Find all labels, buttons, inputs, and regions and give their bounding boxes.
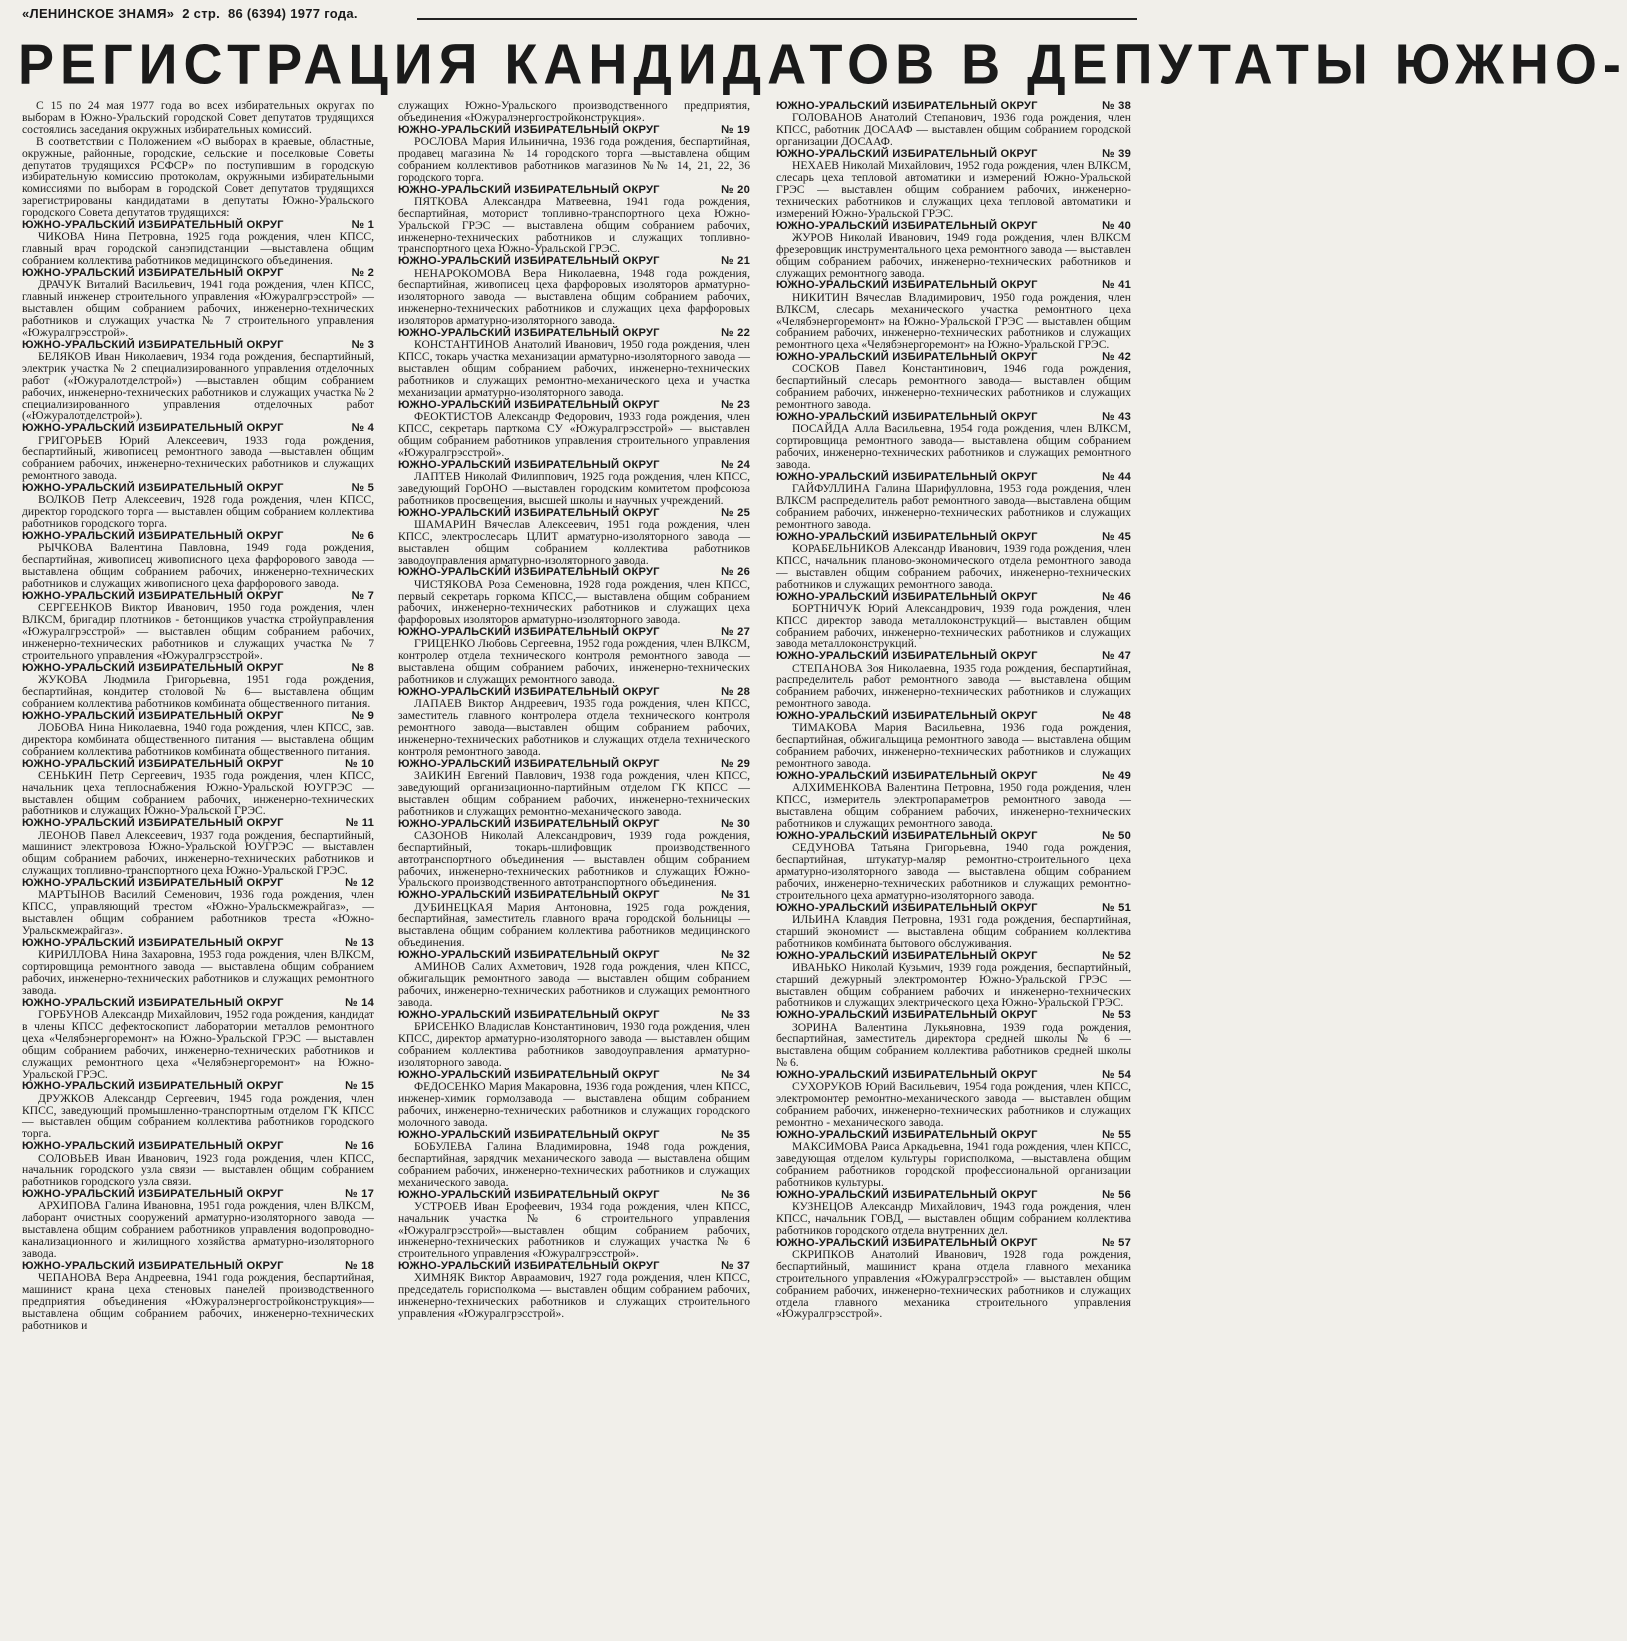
district-label: ЮЖНО-УРАЛЬСКИЙ ИЗБИРАТЕЛЬНЫЙ ОКРУГ xyxy=(398,1188,660,1201)
district-number: № 44 xyxy=(1102,470,1131,483)
district-number: № 11 xyxy=(345,817,374,830)
district-label: ЮЖНО-УРАЛЬСКИЙ ИЗБИРАТЕЛЬНЫЙ ОКРУГ xyxy=(776,1128,1038,1141)
candidate-entry xyxy=(398,1069,750,1129)
candidate-text: СОЛОВЬЕВ Иван Иванович, 1923 года рождения, член КПСС, начальник городского узла связи — выставлен общим собранием работников городского узла связи. xyxy=(22,1151,374,1189)
candidate-entry xyxy=(776,830,1131,902)
candidate-entry xyxy=(398,327,750,399)
district-number: № 26 xyxy=(721,566,750,579)
candidate-entry xyxy=(398,399,750,459)
candidate-entry xyxy=(776,1009,1131,1069)
district-label: ЮЖНО-УРАЛЬСКИЙ ИЗБИРАТЕЛЬНЫЙ ОКРУГ xyxy=(776,147,1038,160)
candidate-text: ЧЕПАНОВА Вера Андреевна, 1941 года рождения, беспартийная, машинист крана цеха стеновых панелей производственного предприятия объединения «Южуралэнергостройконструкция»—выставлена общим собранием рабочих, инженерно-технических работников и xyxy=(22,1271,374,1332)
candidate-text: ФЕОКТИСТОВ Александр Федорович, 1933 года рождения, член КПСС, секретарь парткома СУ «Южуралгрэсстрой» — выставлен общим собранием работников управления строительного управления «Южуралгрэсстрой». xyxy=(398,410,750,459)
district-number: № 47 xyxy=(1102,650,1131,663)
district-label: ЮЖНО-УРАЛЬСКИЙ ИЗБИРАТЕЛЬНЫЙ ОКРУГ xyxy=(776,650,1038,663)
district-heading xyxy=(22,1140,374,1152)
issue-number: 86 (6394) 1977 года. xyxy=(227,6,358,21)
district-label: ЮЖНО-УРАЛЬСКИЙ ИЗБИРАТЕЛЬНЫЙ ОКРУГ xyxy=(398,123,660,136)
masthead xyxy=(22,6,1137,28)
district-label: ЮЖНО-УРАЛЬСКИЙ ИЗБИРАТЕЛЬНЫЙ ОКРУГ xyxy=(776,710,1038,723)
candidate-text: ВОЛКОВ Петр Алексеевич, 1928 года рождения, член КПСС, директор городского торга — выставлен общим собранием коллектива работников городского торга. xyxy=(22,493,374,531)
candidate-text: СЕНЬКИН Петр Сергеевич, 1935 года рождения, член КПСС, начальник цеха теплоснабжения Южно-Уральской ЮУГРЭС — выставлен общим собранием рабочих, инженерно-технических работников и служащих Южно-Уральской ГРЭС. xyxy=(22,768,374,818)
district-number: № 25 xyxy=(721,506,750,519)
district-heading xyxy=(22,710,374,722)
district-label: ЮЖНО-УРАЛЬСКИЙ ИЗБИРАТЕЛЬНЫЙ ОКРУГ xyxy=(398,1009,660,1022)
district-heading xyxy=(398,818,750,830)
candidate-entry xyxy=(22,710,374,758)
district-heading xyxy=(776,1009,1131,1021)
candidate-text: ЛАПАЕВ Виктор Андреевич, 1935 года рождения, член КПСС, заместитель главного контролера отдела технического контроля ремонтного завода—выставлен общим собранием рабочих, инженерно-технических работников и служащих отдела технического контроля ремонтного завода. xyxy=(398,697,750,758)
district-label: ЮЖНО-УРАЛЬСКИЙ ИЗБИРАТЕЛЬНЫЙ ОКРУГ xyxy=(776,100,1038,112)
district-number: № 45 xyxy=(1102,530,1131,543)
candidate-entry xyxy=(776,471,1131,531)
district-label: ЮЖНО-УРАЛЬСКИЙ ИЗБИРАТЕЛЬНЫЙ ОКРУГ xyxy=(398,1068,660,1081)
district-number: № 10 xyxy=(345,757,374,770)
district-number: № 52 xyxy=(1102,949,1131,962)
candidate-entry xyxy=(398,686,750,758)
district-label: ЮЖНО-УРАЛЬСКИЙ ИЗБИРАТЕЛЬНЫЙ ОКРУГ xyxy=(398,1260,660,1273)
district-label: ЮЖНО-УРАЛЬСКИЙ ИЗБИРАТЕЛЬНЫЙ ОКРУГ xyxy=(776,470,1038,483)
district-label: ЮЖНО-УРАЛЬСКИЙ ИЗБИРАТЕЛЬНЫЙ ОКРУГ xyxy=(398,327,660,340)
candidate-text: КУЗНЕЦОВ Александр Михайлович, 1943 года рождения, член КПСС, начальник ГОВД, — выставлен общим собранием коллектива работников городского отдела внутренних дел. xyxy=(776,1200,1131,1237)
district-number: № 31 xyxy=(721,889,750,902)
district-label: ЮЖНО-УРАЛЬСКИЙ ИЗБИРАТЕЛЬНЫЙ ОКРУГ xyxy=(22,817,284,830)
district-number: № 3 xyxy=(351,338,374,351)
district-label: ЮЖНО-УРАЛЬСКИЙ ИЗБИРАТЕЛЬНЫЙ ОКРУГ xyxy=(398,566,660,579)
candidate-text: ЧИКОВА Нина Петровна, 1925 года рождения, член КПСС, главный врач городской санэпидстанции —выставлена общим собранием коллектива работников медицинского объединения. xyxy=(22,230,374,268)
district-label: ЮЖНО-УРАЛЬСКИЙ ИЗБИРАТЕЛЬНЫЙ ОКРУГ xyxy=(22,219,284,232)
district-number: № 9 xyxy=(351,709,374,722)
candidate-entry xyxy=(398,124,750,184)
district-label: ЮЖНО-УРАЛЬСКИЙ ИЗБИРАТЕЛЬНЫЙ ОКРУГ xyxy=(776,901,1038,914)
candidate-entry xyxy=(398,818,750,890)
candidate-entry xyxy=(776,710,1131,770)
district-label: ЮЖНО-УРАЛЬСКИЙ ИЗБИРАТЕЛЬНЫЙ ОКРУГ xyxy=(776,770,1038,783)
candidate-entry xyxy=(398,459,750,507)
district-number: № 22 xyxy=(721,327,750,340)
candidate-text: ЗОРИНА Валентина Лукьяновна, 1939 года рождения, беспартийная, заместитель директора средней школы № 6 — выставлена общим собранием коллектива работников средней школы № 6. xyxy=(776,1020,1131,1070)
district-label: ЮЖНО-УРАЛЬСКИЙ ИЗБИРАТЕЛЬНЫЙ ОКРУГ xyxy=(398,458,660,471)
district-number: № 12 xyxy=(345,877,374,890)
district-label: ЮЖНО-УРАЛЬСКИЙ ИЗБИРАТЕЛЬНЫЙ ОКРУГ xyxy=(398,949,660,962)
district-number: № 21 xyxy=(721,255,750,268)
candidate-entry xyxy=(22,877,374,937)
district-number: № 29 xyxy=(721,757,750,770)
district-label: ЮЖНО-УРАЛЬСКИЙ ИЗБИРАТЕЛЬНЫЙ ОКРУГ xyxy=(398,817,660,830)
district-label: ЮЖНО-УРАЛЬСКИЙ ИЗБИРАТЕЛЬНЫЙ ОКРУГ xyxy=(398,255,660,268)
district-label: ЮЖНО-УРАЛЬСКИЙ ИЗБИРАТЕЛЬНЫЙ ОКРУГ xyxy=(398,889,660,902)
candidate-entry xyxy=(22,1080,374,1140)
district-number: № 55 xyxy=(1102,1128,1131,1141)
district-number: № 23 xyxy=(721,398,750,411)
candidate-entry xyxy=(22,339,374,423)
district-number: № 8 xyxy=(351,661,374,674)
district-number: № 41 xyxy=(1102,279,1131,292)
candidate-entry xyxy=(776,100,1131,148)
candidate-entry xyxy=(776,1129,1131,1189)
intro-paragraph: С 15 по 24 мая 1977 года во всех избирательных округах по выборам в Южно-Уральский городской Совет депутатов трудящихся состоялись заседания окружных избирательных комиссий. xyxy=(22,99,374,136)
candidate-text: БОБУЛЕВА Галина Владимировна, 1948 года рождения, беспартийная, зарядчик механического завода — выставлена общим собранием рабочих, инженерно-технических работников и служащих механического завода. xyxy=(398,1139,750,1189)
district-label: ЮЖНО-УРАЛЬСКИЙ ИЗБИРАТЕЛЬНЫЙ ОКРУГ xyxy=(22,338,284,351)
candidate-entry xyxy=(22,997,374,1081)
district-number: № 7 xyxy=(351,589,374,602)
district-number: № 48 xyxy=(1102,710,1131,723)
candidate-entry xyxy=(398,626,750,686)
district-heading xyxy=(776,591,1131,603)
district-heading xyxy=(776,950,1131,962)
continued-text: служащих Южно-Уральского производственного предприятия, объединения «Южуралэнергостройконструкция». xyxy=(398,99,750,124)
candidate-text: КОНСТАНТИНОВ Анатолий Иванович, 1950 года рождения, член КПСС, токарь участка механизации арматурно-изоляторного завода — выставлен общим собранием рабочих, инженерно-технических работников и служащих ремонтно-механического цеха и участка механизации арматурно-изоляторного завода. xyxy=(398,338,750,399)
candidate-text: ШАМАРИН Вячеслав Алексеевич, 1951 года рождения, член КПСС, электрослесарь ЦЛИТ арматурно-изоляторного завода — выставлен общим собранием коллектива работников заводоуправления арматурно-изоляторного завода. xyxy=(398,517,750,567)
candidate-text: МАРТЫНОВ Василий Семенович, 1936 года рождения, член КПСС, управляющий трестом «Южно-Уральскмежрайгаз», — выставлен общим собранием работников треста «Южно-Уральскмежрайгаз». xyxy=(22,888,374,938)
candidate-text: ХИМНЯК Виктор Авраамович, 1927 года рождения, член КПСС, председатель горисполкома — выставлен общим собранием рабочих, инженерно-технических работников и служащих строительного управления «Южуралгрэсстрой». xyxy=(398,1271,750,1321)
candidate-entry xyxy=(22,817,374,877)
district-heading xyxy=(398,566,750,578)
district-heading xyxy=(776,650,1131,662)
candidate-entry xyxy=(22,1260,374,1332)
district-number: № 4 xyxy=(351,422,374,435)
candidate-text: ДРАЧУК Виталий Васильевич, 1941 года рождения, член КПСС, главный инженер строительного управления «Южуралгрэсстрой» — выставлен общим собранием рабочих, инженерно-технических работников и служащих участка № 7 строительного управления «Южуралгрэсстрой». xyxy=(22,278,374,339)
page-headline: РЕГИСТРАЦИЯ КАНДИДАТОВ В ДЕПУТАТЫ ЮЖНО- xyxy=(18,33,1627,97)
district-number: № 42 xyxy=(1102,351,1131,364)
district-heading xyxy=(776,279,1131,291)
column-1 xyxy=(22,100,374,1632)
district-heading xyxy=(398,255,750,267)
candidate-entry xyxy=(398,1009,750,1069)
candidate-text: ПЯТКОВА Александра Матвеевна, 1941 года рождения, беспартийная, моторист топливно-транспортного цеха Южно-Уральской ГРЭС — выставлена общим собранием рабочих, инженерно-технических работников и служащих топливно-транспортного цеха Южно-Уральской ГРЭС. xyxy=(398,194,750,256)
candidate-text: ГАЙФУЛЛИНА Галина Шарифулловна, 1953 года рождения, член ВЛКСМ распределитель работ ремонтного завода—выставлена общим собранием рабочих, инженерно-технических работников и служащих ремонтного завода. xyxy=(776,482,1131,531)
district-number: № 16 xyxy=(345,1140,374,1153)
candidate-entry xyxy=(22,530,374,590)
candidate-text: ЛЕОНОВ Павел Алексеевич, 1937 года рождения, беспартийный, машинист электровоза Южно-Уральской ЮУГРЭС — выставлен общим собранием рабочих, инженерно-технических работников и служащих топливно-транспортного цеха Южно-Уральской ГРЭС. xyxy=(22,828,374,878)
district-number: № 51 xyxy=(1102,901,1131,914)
candidate-text: ИВАНЬКО Николай Кузьмич, 1939 года рождения, беспартийный, старший дежурный электромонтер Южно-Уральской ГРЭС — выставлен общим собранием рабочих и инженерно-технических работников и служащих электрического цеха Южно-Уральской ГРЭС. xyxy=(776,960,1131,1010)
candidate-text: ДУБИНЕЦКАЯ Мария Антоновна, 1925 года рождения, беспартийная, заместитель главного врача городской больницы — выставлена общим собранием коллектива работников медицинского объединения. xyxy=(398,900,750,950)
district-number: № 19 xyxy=(721,123,750,136)
candidate-text: БОРТНИЧУК Юрий Александрович, 1939 года рождения, член КПСС директор завода металлоконструкций— выставлен общим собранием рабочих, инженерно-технических работников и служащих завода металлоконструкций. xyxy=(776,601,1131,651)
district-heading xyxy=(22,422,374,434)
candidate-text: НЕНАРОКОМОВА Вера Николаевна, 1948 года рождения, беспартийная, живописец цеха фарфоровых изоляторов арматурно-изоляторного завода — выставлена общим собранием рабочих, инженерно-технических работников и служащих цеха фарфоровых изоляторов арматурно-изоляторного завода. xyxy=(398,266,750,328)
candidate-entry xyxy=(776,531,1131,591)
candidate-entry xyxy=(22,758,374,818)
candidate-text: СКРИПКОВ Анатолий Иванович, 1928 года рождения, беспартийный, машинист крана отдела главного механика строительного управления «Южуралгрэсстрой» — выставлен общим собранием рабочих, инженерно-технических работников и служащих отдела главного механика строительного управления «Южуралгрэсстрой». xyxy=(776,1247,1131,1321)
candidate-text: ТИМАКОВА Мария Васильевна, 1936 года рождения, беспартийная, обжигальщица ремонтного завода — выставлена общим собранием рабочих, инженерно-технических работников и служащих ремонтного завода. xyxy=(776,721,1131,771)
candidate-entry xyxy=(22,482,374,530)
candidate-entry xyxy=(22,937,374,997)
district-number: № 46 xyxy=(1102,590,1131,603)
candidate-entry xyxy=(776,902,1131,950)
candidate-text: ФЕДОСЕНКО Мария Макаровна, 1936 года рождения, член КПСС, инженер-химик гормолзавода — выставлена общим собранием рабочих, инженерно-технических работников и служащих городского молочного завода. xyxy=(398,1080,750,1129)
district-label: ЮЖНО-УРАЛЬСКИЙ ИЗБИРАТЕЛЬНЫЙ ОКРУГ xyxy=(776,219,1038,232)
district-heading xyxy=(22,817,374,829)
district-label: ЮЖНО-УРАЛЬСКИЙ ИЗБИРАТЕЛЬНЫЙ ОКРУГ xyxy=(22,757,284,770)
district-number: № 50 xyxy=(1102,829,1131,842)
district-label: ЮЖНО-УРАЛЬСКИЙ ИЗБИРАТЕЛЬНЫЙ ОКРУГ xyxy=(776,949,1038,962)
candidate-text: ЛОБОВА Нина Николаевна, 1940 года рождения, член КПСС, зав. директора комбината общественного питания — выставлена общим собранием коллектива работников комбината общественного питания. xyxy=(22,720,374,758)
district-label: ЮЖНО-УРАЛЬСКИЙ ИЗБИРАТЕЛЬНЫЙ ОКРУГ xyxy=(22,530,284,543)
candidate-entry xyxy=(776,770,1131,830)
district-number: № 13 xyxy=(345,937,374,949)
district-heading xyxy=(398,184,750,196)
candidate-text: СЕРГЕЕНКОВ Виктор Иванович, 1950 года рождения, член ВЛКСМ, бригадир плотников - бетонщиков участка стройуправления «Южуралгрэсстрой» — выставлен общим собранием рабочих, инженерно-технических работников и служащих участка № 7 строительного управления «Южуралгрэсстрой». xyxy=(22,601,374,662)
candidate-entry xyxy=(776,279,1131,351)
district-label: ЮЖНО-УРАЛЬСКИЙ ИЗБИРАТЕЛЬНЫЙ ОКРУГ xyxy=(398,626,660,639)
district-label: ЮЖНО-УРАЛЬСКИЙ ИЗБИРАТЕЛЬНЫЙ ОКРУГ xyxy=(22,1188,284,1201)
masthead-rule xyxy=(417,18,1137,20)
district-number: № 43 xyxy=(1102,411,1131,424)
district-label: ЮЖНО-УРАЛЬСКИЙ ИЗБИРАТЕЛЬНЫЙ ОКРУГ xyxy=(22,422,284,435)
candidate-entry xyxy=(776,1069,1131,1129)
candidate-text: КИРИЛЛОВА Нина Захаровна, 1953 года рождения, член ВЛКСМ, сортировщица ремонтного завода — выставлена общим собранием рабочих, инженерно-технических работников и служащих ремонтного завода. xyxy=(22,948,374,997)
candidate-text: РЫЧКОВА Валентина Павловна, 1949 года рождения, беспартийная, живописец живописного цеха фарфорового завода — выставлена общим собранием рабочих, инженерно-технических работников и служащих живописного цеха фарфорового завода. xyxy=(22,541,374,591)
candidate-text: СТЕПАНОВА Зоя Николаевна, 1935 года рождения, беспартийная, распределитель работ ремонтного завода — выставлена общим собранием рабочих, инженерно-технических работников и служащих ремонтного завода. xyxy=(776,661,1131,711)
candidate-entry xyxy=(398,1129,750,1189)
candidate-entry xyxy=(22,267,374,339)
district-heading xyxy=(22,758,374,770)
district-label: ЮЖНО-УРАЛЬСКИЙ ИЗБИРАТЕЛЬНЫЙ ОКРУГ xyxy=(22,589,284,602)
candidate-text: ГРИГОРЬЕВ Юрий Алексеевич, 1933 года рождения, беспартийный, живописец ремонтного завода —выставлен общим собранием рабочих, инженерно-технических работников и служащих ремонтного завода. xyxy=(22,433,374,483)
candidate-text: КОРАБЕЛЬНИКОВ Александр Иванович, 1939 года рождения, член КПСС, начальник планово-экономического отдела ремонтного завода — выставлен общим собранием рабочих, инженерно-технических работников и служащих ремонтного завода. xyxy=(776,541,1131,591)
district-number: № 17 xyxy=(345,1188,374,1201)
candidate-entry xyxy=(776,220,1131,280)
district-number: № 1 xyxy=(351,219,374,232)
district-number: № 38 xyxy=(1102,100,1131,112)
candidate-text: АРХИПОВА Галина Ивановна, 1951 года рождения, член ВЛКСМ, лаборант очистных сооружений арматурно-изоляторного завода — выставлена общим собранием работников управления водопроводно-канализационного и жилищного хозяйства арматурно-изоляторного завода. xyxy=(22,1199,374,1261)
district-number: № 57 xyxy=(1102,1236,1131,1249)
district-number: № 27 xyxy=(721,626,750,639)
candidate-text: БРИСЕНКО Владислав Константинович, 1930 года рождения, член КПСС, директор арматурно-изоляторного завода — выставлен общим собранием коллектива работников заводоуправления арматурно-изоляторного завода. xyxy=(398,1020,750,1069)
district-number: № 5 xyxy=(351,482,374,495)
district-heading xyxy=(398,889,750,901)
district-number: № 14 xyxy=(345,996,374,1009)
district-label: ЮЖНО-УРАЛЬСКИЙ ИЗБИРАТЕЛЬНЫЙ ОКРУГ xyxy=(22,709,284,722)
candidate-text: РОСЛОВА Мария Ильинична, 1936 года рождения, беспартийная, продавец магазина № 14 городского торга —выставлена общим собранием коллективов работников магазинов №№ 14, 21, 22, 36 городского торга. xyxy=(398,135,750,184)
candidate-text: НЕХАЕВ Николай Михайлович, 1952 года рождения, член ВЛКСМ, слесарь цеха тепловой автоматики и измерений Южно-Уральской ГРЭС — выставлен общим собранием рабочих, инженерно-технических работников и служащих цеха тепловой автоматики и измерений Южно-Уральской ГРЭС. xyxy=(776,159,1131,220)
district-label: ЮЖНО-УРАЛЬСКИЙ ИЗБИРАТЕЛЬНЫЙ ОКРУГ xyxy=(776,411,1038,424)
candidate-text: ЖУРОВ Николай Иванович, 1949 года рождения, член ВЛКСМ фрезеровщик инструментального цеха ремонтного завода — выставлен общим собранием рабочих, инженерно-технических работников и служащих ремонтного завода. xyxy=(776,230,1131,280)
district-heading xyxy=(776,902,1131,914)
candidate-entry xyxy=(776,950,1131,1010)
candidate-entry xyxy=(22,662,374,710)
district-number: № 20 xyxy=(721,183,750,196)
candidate-text: ЗАИКИН Евгений Павлович, 1938 года рождения, член КПСС, заведующий организационно-партийным отделом ГК КПСС — выставлен общим собранием рабочих, инженерно-технических работников и служащих ремонтно-механического завода. xyxy=(398,769,750,818)
candidate-entry xyxy=(22,219,374,267)
candidate-text: СЕДУНОВА Татьяна Григорьевна, 1940 года рождения, беспартийная, штукатур-маляр ремонтно-строительного цеха арматурно-изоляторного завода — выставлена общим собранием рабочих, инженерно-технических работников и служащих ремонтно-строительного цеха арматурно-изоляторного завода. xyxy=(776,841,1131,902)
district-number: № 28 xyxy=(721,686,750,699)
candidate-entry xyxy=(776,591,1131,651)
candidate-entry xyxy=(776,148,1131,220)
district-number: № 30 xyxy=(721,817,750,830)
candidate-text: ГОРБУНОВ Александр Михайлович, 1952 года рождения, кандидат в члены КПСС дефектоскопист лаборатории металлов ремонтного цеха «Челябэнергоремонт» на Южно-Уральской ГРЭС — выставлен общим собранием рабочих, инженерно-технических работников и служащих ремонтного цеха «Челябэнергоремонт» на Южно-Уральской ГРЭС. xyxy=(22,1008,374,1081)
district-label: ЮЖНО-УРАЛЬСКИЙ ИЗБИРАТЕЛЬНЫЙ ОКРУГ xyxy=(398,1128,660,1141)
district-heading xyxy=(22,1080,374,1092)
candidate-entry xyxy=(398,1260,750,1320)
district-number: № 18 xyxy=(345,1259,374,1272)
district-number: № 36 xyxy=(721,1188,750,1201)
district-number: № 56 xyxy=(1102,1188,1131,1201)
district-label: ЮЖНО-УРАЛЬСКИЙ ИЗБИРАТЕЛЬНЫЙ ОКРУГ xyxy=(22,996,284,1009)
candidate-entry xyxy=(398,255,750,327)
district-label: ЮЖНО-УРАЛЬСКИЙ ИЗБИРАТЕЛЬНЫЙ ОКРУГ xyxy=(22,937,284,949)
candidate-entry xyxy=(398,1189,750,1261)
district-number: № 54 xyxy=(1102,1069,1131,1082)
district-label: ЮЖНО-УРАЛЬСКИЙ ИЗБИРАТЕЛЬНЫЙ ОКРУГ xyxy=(22,1140,284,1153)
district-label: ЮЖНО-УРАЛЬСКИЙ ИЗБИРАТЕЛЬНЫЙ ОКРУГ xyxy=(22,661,284,674)
candidate-text: СУХОРУКОВ Юрий Васильевич, 1954 года рождения, член КПСС, электромонтер ремонтно-механического завода — выставлен общим собранием рабочих, инженерно-технических работников и служащих ремонтно - механического завода. xyxy=(776,1080,1131,1130)
district-label: ЮЖНО-УРАЛЬСКИЙ ИЗБИРАТЕЛЬНЫЙ ОКРУГ xyxy=(776,1069,1038,1082)
column-2 xyxy=(398,100,750,1632)
district-label: ЮЖНО-УРАЛЬСКИЙ ИЗБИРАТЕЛЬНЫЙ ОКРУГ xyxy=(398,398,660,411)
district-number: № 34 xyxy=(721,1068,750,1081)
district-label: ЮЖНО-УРАЛЬСКИЙ ИЗБИРАТЕЛЬНЫЙ ОКРУГ xyxy=(776,829,1038,842)
district-label: ЮЖНО-УРАЛЬСКИЙ ИЗБИРАТЕЛЬНЫЙ ОКРУГ xyxy=(22,1080,284,1093)
district-label: ЮЖНО-УРАЛЬСКИЙ ИЗБИРАТЕЛЬНЫЙ ОКРУГ xyxy=(398,757,660,770)
district-number: № 53 xyxy=(1102,1009,1131,1022)
page-number: 2 стр. xyxy=(182,6,221,21)
district-label: ЮЖНО-УРАЛЬСКИЙ ИЗБИРАТЕЛЬНЫЙ ОКРУГ xyxy=(398,506,660,519)
candidate-text: АМИНОВ Салих Ахметович, 1928 года рождения, член КПСС, обжигальщик ремонтного завода — выставлен общим собранием рабочих, инженерно-технических работников и служащих ремонтного завода. xyxy=(398,960,750,1010)
district-heading xyxy=(398,507,750,519)
paper-name: «ЛЕНИНСКОЕ ЗНАМЯ» xyxy=(22,6,175,21)
district-number: № 32 xyxy=(721,949,750,962)
district-number: № 49 xyxy=(1102,770,1131,783)
district-number: № 24 xyxy=(721,458,750,471)
intro-paragraph: В соответствии с Положением «О выборах в краевые, областные, окружные, районные, городские, сельские и поселковые Советы депутатов трудящихся РСФСР» по поступившим в городскую избирательную комиссию протоколам, окружными избирательными комиссиями по выборам в городской Совет депутатов трудящихся зарегистрированы кандидатами в депутаты Южно-Уральского городского Совета депутатов трудящихся: xyxy=(22,134,374,220)
candidate-entry xyxy=(398,889,750,949)
candidate-text: ПОСАЙДА Алла Васильевна, 1954 года рождения, член ВЛКСМ, сортировщица ремонтного завода— выставлена общим собранием рабочих, инженерно-технических работников и служащих ремонтного завода. xyxy=(776,422,1131,471)
district-number: № 6 xyxy=(351,530,374,543)
candidate-entry xyxy=(776,411,1131,471)
district-label: ЮЖНО-УРАЛЬСКИЙ ИЗБИРАТЕЛЬНЫЙ ОКРУГ xyxy=(398,183,660,196)
column-3 xyxy=(776,100,1131,1632)
district-label: ЮЖНО-УРАЛЬСКИЙ ИЗБИРАТЕЛЬНЫЙ ОКРУГ xyxy=(776,590,1038,603)
candidate-entry xyxy=(22,1140,374,1188)
candidate-entry xyxy=(398,949,750,1009)
district-number: № 2 xyxy=(351,266,374,279)
district-label: ЮЖНО-УРАЛЬСКИЙ ИЗБИРАТЕЛЬНЫЙ ОКРУГ xyxy=(398,686,660,699)
district-label: ЮЖНО-УРАЛЬСКИЙ ИЗБИРАТЕЛЬНЫЙ ОКРУГ xyxy=(776,1009,1038,1022)
candidate-entry xyxy=(22,1188,374,1260)
district-label: ЮЖНО-УРАЛЬСКИЙ ИЗБИРАТЕЛЬНЫЙ ОКРУГ xyxy=(776,530,1038,543)
candidate-entry xyxy=(398,507,750,567)
district-label: ЮЖНО-УРАЛЬСКИЙ ИЗБИРАТЕЛЬНЫЙ ОКРУГ xyxy=(776,351,1038,364)
district-number: № 33 xyxy=(721,1009,750,1022)
candidate-entry xyxy=(776,351,1131,411)
candidate-entry xyxy=(398,184,750,256)
candidate-entry xyxy=(398,566,750,626)
district-label: ЮЖНО-УРАЛЬСКИЙ ИЗБИРАТЕЛЬНЫЙ ОКРУГ xyxy=(22,1259,284,1272)
candidate-text: НИКИТИН Вячеслав Владимирович, 1950 года рождения, член ВЛКСМ, слесарь механического участка ремонтного цеха «Челябэнергоремонт» на Южно-Уральской ГРЭС — выставлен общим собранием рабочих, инженерно-технических работников и служащих ремонтного цеха «Челябэнергоремонт» на Южно-Уральской ГРЭС. xyxy=(776,290,1131,352)
district-number: № 40 xyxy=(1102,219,1131,232)
candidate-text: СОСКОВ Павел Константинович, 1946 года рождения, беспартийный слесарь ремонтного завода— выставлен общим собранием рабочих, инженерно-технических работников и служащих ремонтного завода. xyxy=(776,362,1131,412)
candidate-text: ЖУКОВА Людмила Григорьевна, 1951 года рождения, беспартийная, кондитер столовой № 6— выставлена общим собранием коллектива работников комбината общественного питания. xyxy=(22,672,374,710)
district-number: № 35 xyxy=(721,1128,750,1141)
candidate-entry xyxy=(776,650,1131,710)
candidate-text: ЧИСТЯКОВА Роза Семеновна, 1928 года рождения, член КПСС, первый секретарь горкома КПСС,— выставлена общим собранием рабочих, инженерно-технических работников и служащих цеха фарфоровых изоляторов арматурно-изоляторного завода. xyxy=(398,577,750,627)
district-number: № 37 xyxy=(721,1260,750,1273)
district-label: ЮЖНО-УРАЛЬСКИЙ ИЗБИРАТЕЛЬНЫЙ ОКРУГ xyxy=(776,1236,1038,1249)
candidate-text: УСТРОЕВ Иван Ерофеевич, 1934 года рождения, член КПСС, начальник участка № 6 строительного управления «Южуралгрэсстрой»—выставлен общим собранием рабочих, инженерно-технических работников и служащих участка № 6 строительного управления «Южуралгрэсстрой». xyxy=(398,1199,750,1261)
district-label: ЮЖНО-УРАЛЬСКИЙ ИЗБИРАТЕЛЬНЫЙ ОКРУГ xyxy=(776,1188,1038,1201)
district-heading xyxy=(398,1189,750,1201)
candidate-entry xyxy=(22,422,374,482)
candidate-text: ИЛЬИНА Клавдия Петровна, 1931 года рождения, беспартийная, старший экономист — выставлена общим собранием коллектива работников комбината бытового обслуживания. xyxy=(776,912,1131,950)
district-number: № 39 xyxy=(1102,147,1131,160)
district-label: ЮЖНО-УРАЛЬСКИЙ ИЗБИРАТЕЛЬНЫЙ ОКРУГ xyxy=(22,266,284,279)
candidate-text: БЕЛЯКОВ Иван Николаевич, 1934 года рождения, беспартийный, электрик участка № 2 специализированного управления отделочных работ («Южуралотделстрой») —выставлен общим собранием рабочих, инженерно-технических работников и служащих участка № 2 специализированного управления отделочных работ («Южуралотделстрой»). xyxy=(22,349,374,423)
candidate-text: ДРУЖКОВ Александр Сергеевич, 1945 года рождения, член КПСС, заведующий промышленно-транспортным отделом ГК КПСС — выставлен общим собранием коллектива работников городского торга. xyxy=(22,1091,374,1141)
candidate-entry xyxy=(776,1237,1131,1321)
candidate-entry xyxy=(22,590,374,662)
district-label: ЮЖНО-УРАЛЬСКИЙ ИЗБИРАТЕЛЬНЫЙ ОКРУГ xyxy=(22,877,284,890)
district-number: № 15 xyxy=(345,1080,374,1093)
candidate-text: ГРИЦЕНКО Любовь Сергеевна, 1952 года рождения, член ВЛКСМ, контролер отдела технического контроля ремонтного завода — выставлена общим собранием рабочих, инженерно-технических работников и служащих ремонтного завода. xyxy=(398,637,750,687)
candidate-text: САЗОНОВ Николай Александрович, 1939 года рождения, беспартийный, токарь-шлифовщик производственного автотранспортного объединения — выставлен общим собранием рабочих, инженерно-технических работников и служащих Южно-Уральского производственного автотранспортного объединения. xyxy=(398,828,750,890)
candidate-text: ЛАПТЕВ Николай Филиппович, 1925 года рождения, член КПСС, заведующий ГорОНО —выставлен городским комитетом профсоюза работников просвещения, высшей школы и научных учреждений. xyxy=(398,469,750,507)
candidate-text: ГОЛОВАНОВ Анатолий Степанович, 1936 года рождения, член КПСС, работник ДОСААФ — выставлен общим собранием городской организации ДОСААФ. xyxy=(776,111,1131,149)
candidate-entry xyxy=(398,758,750,818)
district-label: ЮЖНО-УРАЛЬСКИЙ ИЗБИРАТЕЛЬНЫЙ ОКРУГ xyxy=(22,482,284,495)
candidate-entry xyxy=(776,1189,1131,1237)
candidate-text: АЛХИМЕНКОВА Валентина Петровна, 1950 года рождения, член КПСС, измеритель электропараметров ремонтного завода — выставлена общим собранием рабочих, инженерно-технических работников и служащих ремонтного завода. xyxy=(776,781,1131,830)
district-label: ЮЖНО-УРАЛЬСКИЙ ИЗБИРАТЕЛЬНЫЙ ОКРУГ xyxy=(776,279,1038,292)
candidate-text: МАКСИМОВА Раиса Аркадьевна, 1941 года рождения, член КПСС, заведующая отделом культуры горисполкома, —выставлена общим собранием работников городской профессиональной организации работников культуры. xyxy=(776,1140,1131,1189)
